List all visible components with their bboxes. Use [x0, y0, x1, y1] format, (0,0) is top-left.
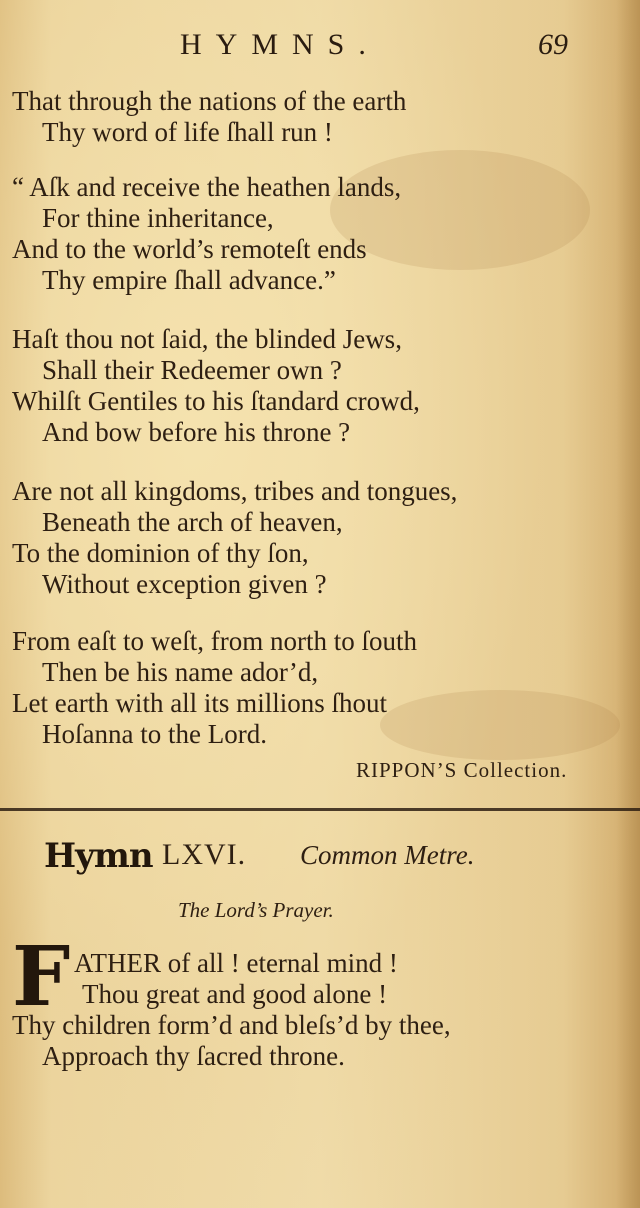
- verse-line: To the dominion of thy ſon,: [12, 538, 309, 568]
- hymn-label: Hymn: [44, 836, 153, 876]
- verse-line: And to the world’s remoteſt ends: [12, 234, 367, 264]
- stanza-4: [12, 476, 612, 600]
- verse-line: Thy children form’d and bleſs’d by thee,: [12, 1010, 451, 1040]
- verse-line: Let earth with all its millions ſhout: [12, 688, 387, 718]
- verse-line: Thy word of life ſhall run !: [42, 117, 333, 147]
- verse-line: Thy empire ſhall advance.”: [42, 265, 336, 295]
- verse-line: And bow before his throne ?: [42, 417, 351, 447]
- hymn-subtitle: The Lord’s Prayer.: [178, 898, 334, 922]
- verse-line: ATHER of all ! eternal mind !: [74, 948, 398, 978]
- verse-line: For thine inheritance,: [42, 203, 274, 233]
- verse-line: Haſt thou not ſaid, the blinded Jews,: [12, 324, 402, 354]
- stanza-5: [12, 626, 612, 750]
- drop-cap-initial: F: [12, 929, 71, 1025]
- verse-line: Then be his name ador’d,: [42, 657, 319, 687]
- source-attribution: RIPPON’S Collection.: [356, 758, 568, 782]
- verse-line: Hoſanna to the Lord.: [42, 719, 267, 749]
- running-head-title: HYMNS.: [180, 28, 380, 61]
- hymn-first-stanza: [12, 948, 612, 1072]
- stanza-2: [12, 172, 612, 296]
- page-number: 69: [538, 28, 568, 61]
- stanza-3: [12, 324, 612, 448]
- hymn-heading: [44, 836, 604, 880]
- verse-line: Without exception given ?: [42, 569, 327, 599]
- verse-line: “ Aſk and receive the heathen lands,: [12, 172, 402, 202]
- verse-line: Are not all kingdoms, tribes and tongues,: [12, 476, 458, 506]
- running-head: [0, 28, 640, 64]
- hymn-metre: Common Metre.: [300, 840, 475, 870]
- stanza-1: [12, 86, 612, 148]
- section-divider: [0, 808, 640, 811]
- page-edge-shadow: [616, 0, 640, 1208]
- verse-line: That through the nations of the earth: [12, 86, 407, 116]
- verse-line: Approach thy ſacred throne.: [42, 1041, 345, 1071]
- verse-line: Whilſt Gentiles to his ſtandard crowd,: [12, 386, 420, 416]
- verse-line: Beneath the arch of heaven,: [42, 507, 343, 537]
- verse-line: From eaſt to weſt, from north to ſouth: [12, 626, 417, 656]
- verse-line: Shall their Redeemer own ?: [42, 355, 342, 385]
- hymn-number: LXVI.: [162, 838, 247, 871]
- verse-line: Thou great and good alone !: [82, 979, 388, 1009]
